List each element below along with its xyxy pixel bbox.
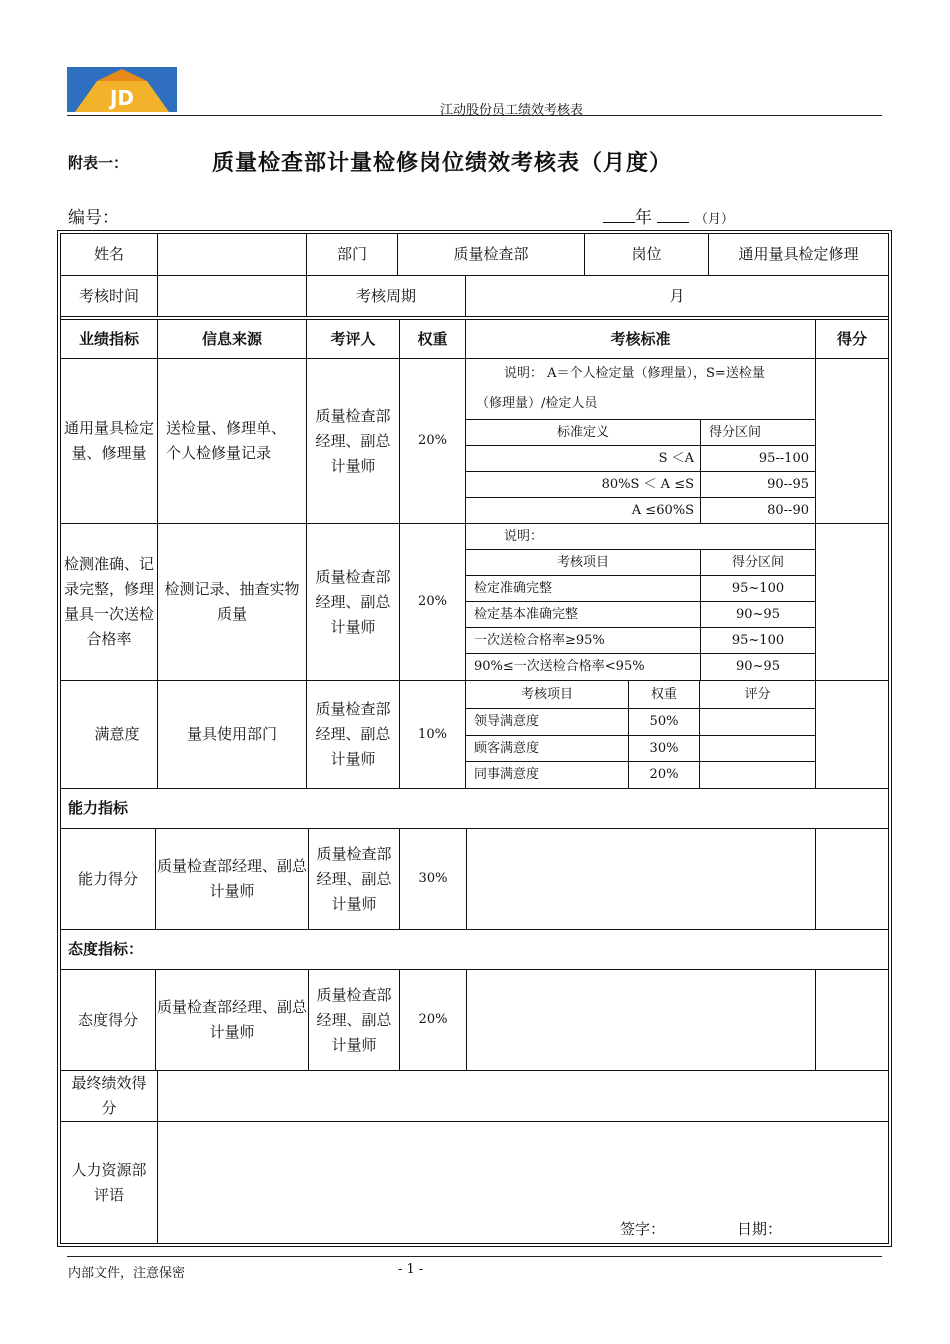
row1-weight: 20% — [418, 433, 447, 448]
ability-score[interactable] — [816, 829, 888, 929]
row3-sub-header-item: 考核项目 — [520, 686, 573, 702]
row1-range: 80--90 — [767, 502, 809, 518]
row3-rating[interactable] — [700, 762, 815, 788]
period-label: 考核周期 — [355, 286, 416, 305]
footer-divider — [67, 1256, 882, 1257]
attitude-reviewer: 质量检查部经理、副总计量师 — [316, 985, 392, 1054]
attitude-label: 态度得分 — [77, 1010, 138, 1029]
number-label: 编号： — [68, 208, 119, 228]
row1-def: A ≤60%S — [631, 502, 694, 518]
col-score: 得分 — [836, 329, 867, 348]
hr-comment-area[interactable] — [158, 1122, 888, 1212]
ability-weight: 30% — [418, 871, 448, 886]
row1-range: 90--95 — [767, 476, 809, 492]
attitude-standard[interactable] — [467, 970, 815, 1070]
confidential-note: 内部文件，注意保密 — [68, 1266, 186, 1281]
final-score-value[interactable] — [158, 1071, 888, 1121]
sign-label: 签字： — [620, 1220, 666, 1238]
ability-reviewer: 质量检查部经理、副总计量师 — [316, 844, 392, 913]
ability-label: 能力得分 — [77, 869, 138, 888]
row2-item: 检定准确完整 — [474, 580, 553, 596]
row3-item: 同事满意度 — [474, 767, 540, 782]
dept-label: 部门 — [336, 245, 367, 263]
row1-sub-header-def: 标准定义 — [556, 424, 609, 440]
ability-source: 质量检查部经理、副总计量师 — [156, 857, 307, 900]
row2-sub-header-range: 得分区间 — [731, 554, 784, 570]
final-score-label: 最终绩效得分 — [71, 1074, 147, 1117]
row2-range: 90~95 — [736, 659, 780, 674]
row3-rating[interactable] — [700, 736, 815, 761]
name-value[interactable] — [158, 234, 306, 275]
row2-item: 一次送检合格率≥95% — [474, 632, 605, 648]
row3-weight-value: 50% — [649, 714, 679, 729]
year-label: 年 — [635, 208, 652, 228]
col-reviewer: 考评人 — [330, 329, 376, 348]
time-value[interactable] — [158, 276, 306, 316]
row1-note-line2: （修理量）/检定人员 — [476, 396, 598, 411]
row1-range: 95--100 — [758, 450, 809, 466]
post-value: 通用量具检定修理 — [738, 245, 859, 263]
time-label: 考核时间 — [78, 286, 139, 305]
ability-standard[interactable] — [467, 829, 815, 929]
row2-range: 95~100 — [731, 632, 785, 648]
row1-reviewer: 质量检查部经理、副总计量师 — [315, 406, 391, 475]
col-indicator: 业绩指标 — [78, 329, 139, 348]
row3-weight-value: 30% — [649, 740, 679, 756]
row2-note: 说明： — [504, 528, 544, 544]
row1-sub-header-range: 得分区间 — [709, 424, 762, 440]
row1-score[interactable] — [816, 359, 888, 523]
row3-item: 顾客满意度 — [474, 740, 540, 756]
row2-range: 95~100 — [731, 580, 785, 596]
row1-def: 80%S ＜ A ≤S — [601, 476, 694, 492]
row2-item: 90%≤一次送检合格率<95% — [474, 659, 645, 674]
month-label: （月） — [694, 212, 734, 227]
row2-reviewer: 质量检查部经理、副总计量师 — [315, 567, 391, 636]
row3-rating[interactable] — [700, 709, 815, 735]
col-source: 信息来源 — [201, 329, 262, 348]
name-label: 姓名 — [93, 245, 124, 263]
ability-section-title: 能力指标 — [68, 799, 129, 817]
annex-label: 附表一： — [68, 154, 129, 172]
company-form-title: 江动股份员工绩效考核表 — [440, 103, 584, 118]
attitude-weight: 20% — [418, 1012, 448, 1027]
row1-def: S ＜A — [658, 450, 694, 466]
row2-range: 90~95 — [736, 606, 780, 622]
period-value: 月 — [669, 286, 685, 305]
row3-weight-value: 20% — [649, 767, 679, 782]
col-standard: 考核标准 — [610, 329, 671, 348]
post-label: 岗位 — [631, 245, 662, 263]
row3-score[interactable] — [816, 681, 888, 788]
page-number: - 1 - — [398, 1262, 424, 1277]
row3-reviewer: 质量检查部经理、副总计量师 — [315, 700, 391, 768]
row1-note-line1: 说明： A＝个人检定量（修理量），S=送检量 — [504, 366, 765, 381]
row2-indicator: 检测准确、记录完整，修理量具一次送检合格率 — [64, 555, 155, 648]
row3-weight: 10% — [418, 726, 447, 742]
svg-text:JD: JD — [109, 86, 135, 110]
row3-item: 领导满意度 — [474, 714, 540, 729]
hr-comment-label: 人力资源部评语 — [71, 1160, 147, 1204]
row1-source: 送检量、修理单、个人检修量记录 — [166, 419, 287, 462]
dept-value: 质量检查部 — [453, 245, 529, 263]
row2-source: 检测记录、抽查实物质量 — [164, 580, 300, 623]
row2-sub-header-item: 考核项目 — [556, 554, 609, 570]
attitude-source: 质量检查部经理、副总计量师 — [156, 998, 307, 1041]
row2-weight: 20% — [418, 594, 447, 609]
row3-indicator: 满意度 — [94, 725, 140, 743]
col-weight: 权重 — [417, 329, 448, 348]
row3-sub-header-weight: 权重 — [650, 686, 677, 702]
row1-indicator: 通用量具检定量、修理量 — [64, 419, 155, 462]
row3-source: 量具使用部门 — [186, 725, 277, 743]
attitude-section-title: 态度指标： — [68, 940, 144, 958]
page-title: 质量检查部计量检修岗位绩效考核表（月度） — [212, 150, 673, 176]
attitude-score[interactable] — [816, 970, 888, 1070]
row2-item: 检定基本准确完整 — [474, 606, 579, 622]
date-label: 日期： — [737, 1220, 783, 1238]
row2-score[interactable] — [816, 524, 888, 680]
row3-sub-header-rating: 评分 — [744, 686, 771, 702]
